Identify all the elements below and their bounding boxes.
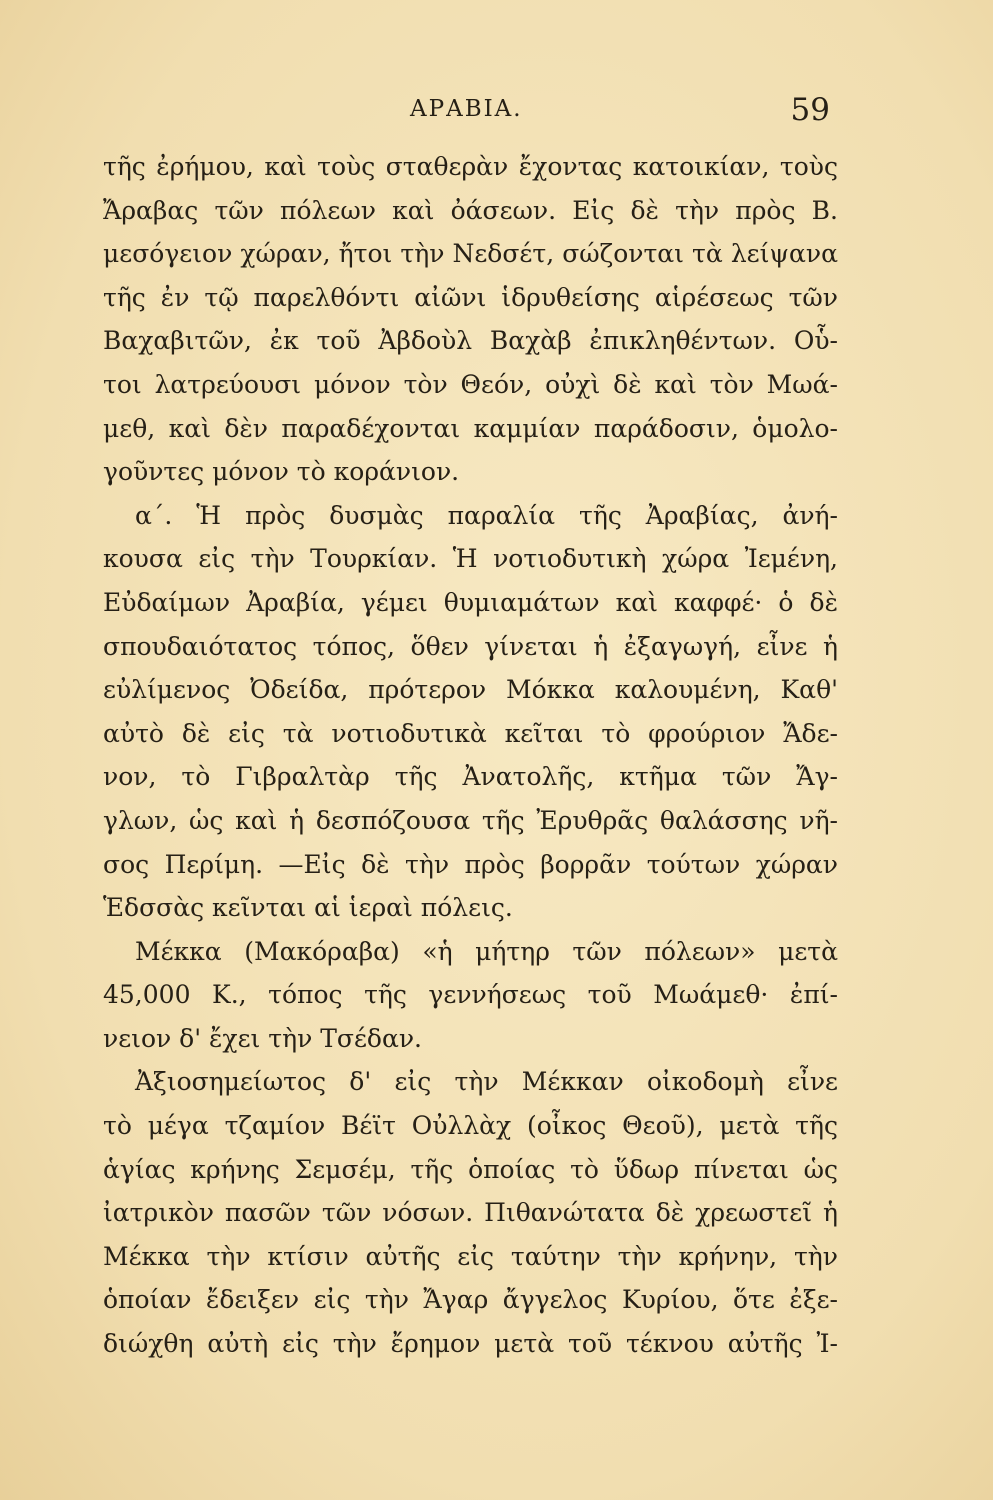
running-title: ΑΡΑΒΙΑ. xyxy=(410,96,523,122)
text-line: Βαχαβιτῶν, ἐκ τοῦ Ἀβδοὺλ Βαχὰβ ἐπικληθέντων. Οὗ- xyxy=(103,326,838,356)
text-line: α΄. Ἡ πρὸς δυσμὰς παραλία τῆς Ἀραβίας, ἀνή- xyxy=(135,500,838,530)
text-line: σπουδαιότατος τόπος, ὅθεν γίνεται ἡ ἐξαγωγή, εἶνε ἡ xyxy=(103,631,838,661)
text-line: γοῦντες μόνον τὸ κοράνιον. xyxy=(103,457,460,487)
text-line: γλων, ὡς καὶ ἡ δεσπόζουσα τῆς Ἐρυθρᾶς θαλάσσης νῆ- xyxy=(103,805,838,835)
page-header xyxy=(105,92,830,132)
text-line: μεθ, καὶ δὲν παραδέχονται καμμίαν παράδοσιν, ὁμολο- xyxy=(103,413,838,443)
text-line: Ἀξιοσημείωτος δ' εἰς τὴν Μέκκαν οἰκοδομὴ εἶνε xyxy=(135,1067,838,1097)
text-line: ἁγίας κρήνης Σεμσέμ, τῆς ὁποίας τὸ ὕδωρ πίνεται ὡς xyxy=(103,1154,838,1184)
text-line: Ἄραβας τῶν πόλεων καὶ ὀάσεων. Εἰς δὲ τὴν πρὸς Β. xyxy=(103,195,838,225)
text-line: Ἑδσσὰς κεῖνται αἱ ἱεραὶ πόλεις. xyxy=(103,893,513,923)
page-number: 59 xyxy=(790,92,830,128)
text-line: σος Περίμη. —Εἰς δὲ τὴν πρὸς βορρᾶν τούτων χώραν xyxy=(103,849,838,879)
text-line: τοι λατρεύουσι μόνον τὸν Θεόν, οὐχὶ δὲ καὶ τὸν Μωά- xyxy=(103,369,838,399)
text-line: ἰατρικὸν πασῶν τῶν νόσων. Πιθανώτατα δὲ χρεωστεῖ ἡ xyxy=(103,1198,838,1228)
text-line: εὐλίμενος Ὀδείδα, πρότερον Μόκκα καλουμένη, Καθ' xyxy=(103,675,838,705)
text-line: ὁποίαν ἔδειξεν εἰς τὴν Ἄγαρ ἄγγελος Κυρίου, ὅτε ἐξε- xyxy=(103,1285,838,1315)
text-line: τῆς ἐρήμου, καὶ τοὺς σταθερὰν ἔχοντας κατοικίαν, τοὺς xyxy=(103,152,838,181)
text-line: Μέκκα τὴν κτίσιν αὐτῆς εἰς ταύτην τὴν κρήνην, τὴν xyxy=(103,1241,838,1271)
text-line: τὸ μέγα τζαμίον Βέϊτ Οὐλλὰχ (οἶκος Θεοῦ), μετὰ τῆς xyxy=(103,1111,838,1141)
body-text xyxy=(103,145,838,1366)
text-line: διώχθη αὐτὴ εἰς τὴν ἔρημον μετὰ τοῦ τέκνου αὐτῆς Ἰ- xyxy=(103,1329,838,1359)
text-line: νειον δ' ἔχει τὴν Τσέδαν. xyxy=(103,1023,423,1053)
text-line: Εὐδαίμων Ἀραβία, γέμει θυμιαμάτων καὶ καφφέ· ὁ δὲ xyxy=(103,587,838,617)
text-line: νον, τὸ Γιβραλτὰρ τῆς Ἀνατολῆς, κτῆμα τῶν Ἄγ- xyxy=(103,762,838,792)
text-line: αὐτὸ δὲ εἰς τὰ νοτιοδυτικὰ κεῖται τὸ φρούριον Ἄδε- xyxy=(103,718,838,748)
text-line: 45,000 Κ., τόπος τῆς γεννήσεως τοῦ Μωάμεθ· ἐπί- xyxy=(103,980,838,1010)
text-line: τῆς ἐν τῷ παρελθόντι αἰῶνι ἱδρυθείσης αἱρέσεως τῶν xyxy=(103,282,838,312)
text-line: μεσόγειον χώραν, ἤτοι τὴν Νεδσέτ, σώζονται τὰ λείψανα xyxy=(103,239,838,269)
text-line: κουσα εἰς τὴν Τουρκίαν. Ἡ νοτιοδυτικὴ χώρα Ἰεμένη, xyxy=(103,544,838,574)
text-line: Μέκκα (Μακόραβα) «ἡ μήτηρ τῶν πόλεων» μετὰ xyxy=(135,936,838,966)
